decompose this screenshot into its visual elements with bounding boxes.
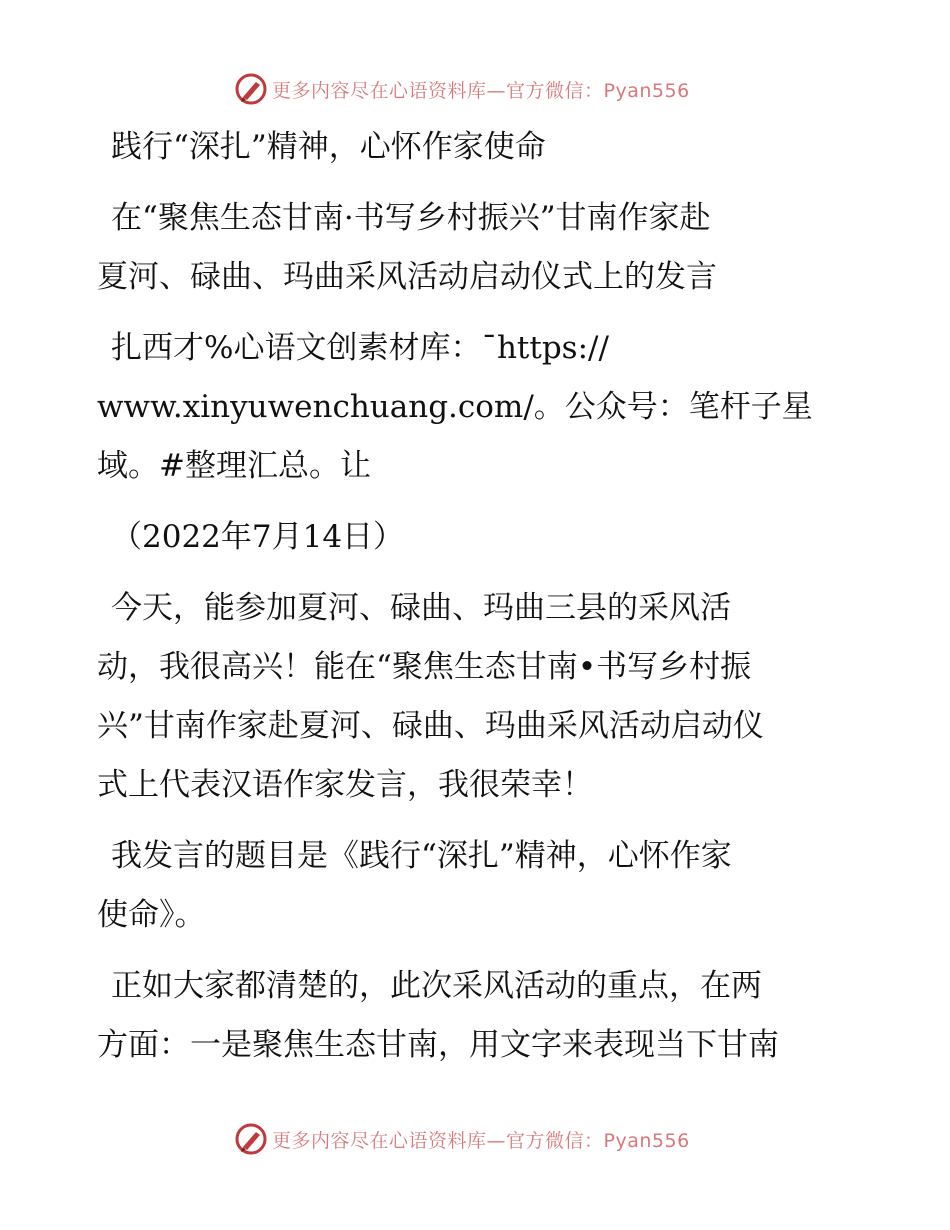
- paragraph-3-line-1: 正如大家都清楚的，此次采风活动的重点，在两: [111, 968, 762, 1004]
- paragraph-3-line-2: 方面：一是聚焦生态甘南，用文字来表现当下甘南: [97, 1027, 779, 1063]
- author-line-2: www.xinyuwenchuang.com/。公众号：笔杆子星: [97, 389, 813, 425]
- author-line-3: 域。#整理汇总。让: [97, 448, 371, 484]
- paragraph-2-line-1: 我发言的题目是《践行“深扎”精神，心怀作家: [111, 838, 732, 874]
- author-line-1: 扎西才%心语文创素材库：¯https://: [111, 330, 609, 366]
- subtitle-line-1: 在“聚焦生态甘南·书写乡村振兴”甘南作家赴: [111, 200, 711, 236]
- paragraph-1-line-2: 动，我很高兴！能在“聚焦生态甘南•书写乡村振: [97, 649, 752, 685]
- paragraph-1-line-3: 兴”甘南作家赴夏河、碌曲、玛曲采风活动启动仪: [97, 708, 764, 744]
- paragraph-1-line-4: 式上代表汉语作家发言，我很荣幸！: [97, 767, 593, 803]
- subtitle-line-2: 夏河、碌曲、玛曲采风活动启动仪式上的发言: [97, 259, 717, 295]
- document-date: （2022年7月14日）: [111, 519, 405, 555]
- document-title: 践行“深扎”精神，心怀作家使命: [111, 129, 546, 165]
- pen-logo-icon: [234, 72, 268, 106]
- watermark-text: 更多内容尽在心语资料库—官方微信：Pyan556: [272, 1129, 690, 1152]
- paragraph-2-line-2: 使命》。: [97, 897, 206, 933]
- watermark-banner-top: [234, 72, 690, 106]
- watermark-text: 更多内容尽在心语资料库—官方微信：Pyan556: [272, 79, 690, 102]
- paragraph-1-line-1: 今天，能参加夏河、碌曲、玛曲三县的采风活: [111, 590, 731, 626]
- pen-logo-icon: [234, 1122, 268, 1156]
- watermark-banner-bottom: [234, 1122, 690, 1156]
- document-body: [97, 118, 857, 1075]
